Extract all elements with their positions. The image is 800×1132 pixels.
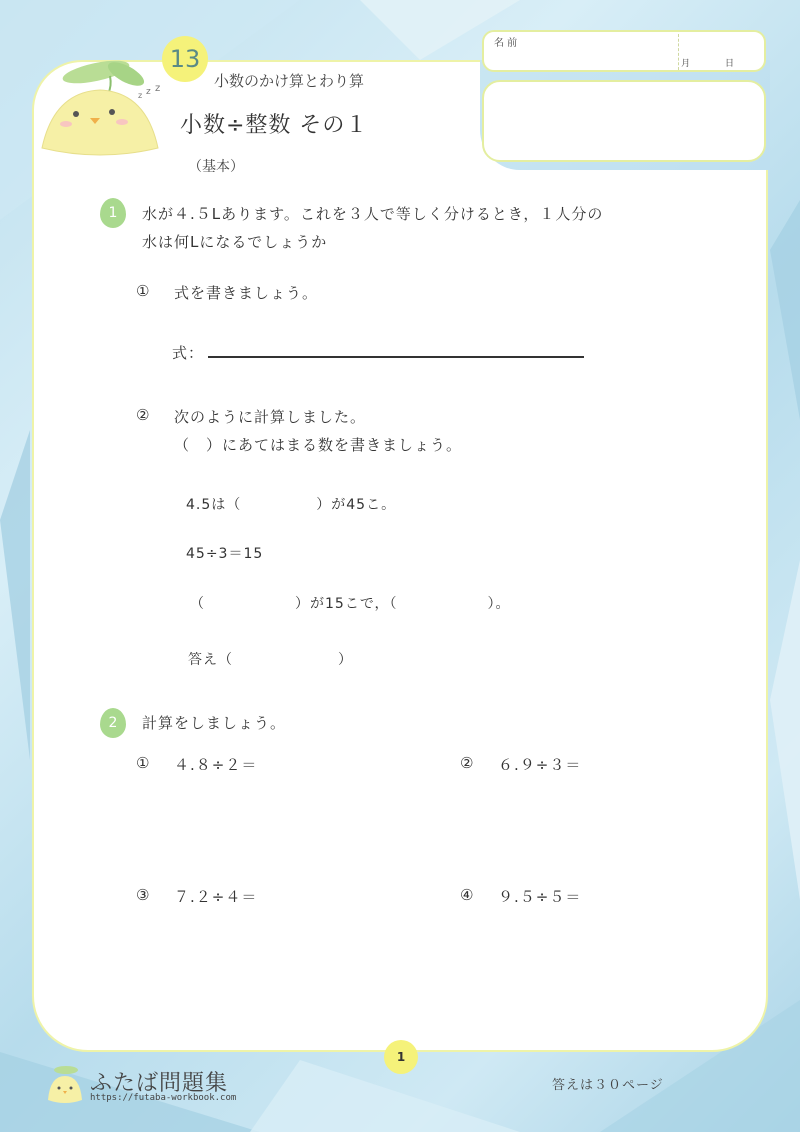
part-1-marker: ① [136,282,151,300]
problem-3-expression: ７.２÷４＝ [174,888,258,906]
problem-4-expression: ９.５÷５＝ [498,888,582,906]
footer-brand: ふたば問題集 [90,1071,229,1096]
unit-title: 小数のかけ算とわり算 [214,72,365,90]
svg-text:z: z [138,91,143,100]
question-1-text-line1: 水が４.５Lあります。これを３人で等しく分けるとき，１人分の [142,205,604,223]
formula-answer-line[interactable] [208,356,584,358]
problem-3-marker: ③ [136,886,151,904]
problem-1-expression: ４.８÷２＝ [174,756,258,774]
part-2-instruction-line2: （ ）にあてはまる数を書きましょう。 [174,436,463,454]
unit-number-badge: 13 [162,36,208,82]
problem-1-marker: ① [136,754,151,772]
question-1-badge: 1 [100,198,126,228]
answer-line: 答え（ ） [188,652,353,668]
calc-line-2: 45÷3＝15 [186,546,264,562]
sleep-z-icon [136,82,166,102]
date-label: 月 日 [681,59,750,69]
calc-line-1: 4.5は（ ）が45こ。 [186,497,397,513]
name-label: 名 前 [494,38,518,49]
question-2-badge: 2 [100,708,126,738]
question-2-instruction: 計算をしましょう。 [142,714,287,732]
score-box[interactable] [482,80,766,162]
svg-text:z: z [155,83,161,94]
lesson-level: （基本） [188,159,244,175]
calc-line-3: （ ）が15こで，（ ）。 [190,596,511,612]
footer-url[interactable]: https://futaba-workbook.com [90,1093,237,1103]
problem-2-marker: ② [460,754,475,772]
name-divider [678,34,679,70]
problem-2-expression: ６.９÷３＝ [498,756,582,774]
question-1-text-line2: 水は何Lになるでしょうか [142,233,328,251]
part-1-instruction: 式を書きましょう。 [174,284,319,302]
svg-text:z: z [146,87,151,97]
part-2-instruction-line1: 次のように計算しました。 [174,408,367,426]
answer-page-reference: 答えは３０ページ [552,1078,664,1093]
chick-mascot-icon [34,52,164,160]
problem-4-marker: ④ [460,886,475,904]
formula-label: 式： [172,344,205,362]
name-box[interactable] [482,30,766,72]
lesson-title: 小数÷整数 その１ [180,113,369,138]
footer-chick-logo-icon [44,1062,86,1104]
part-2-marker: ② [136,406,151,424]
page-number-badge: 1 [384,1040,418,1074]
